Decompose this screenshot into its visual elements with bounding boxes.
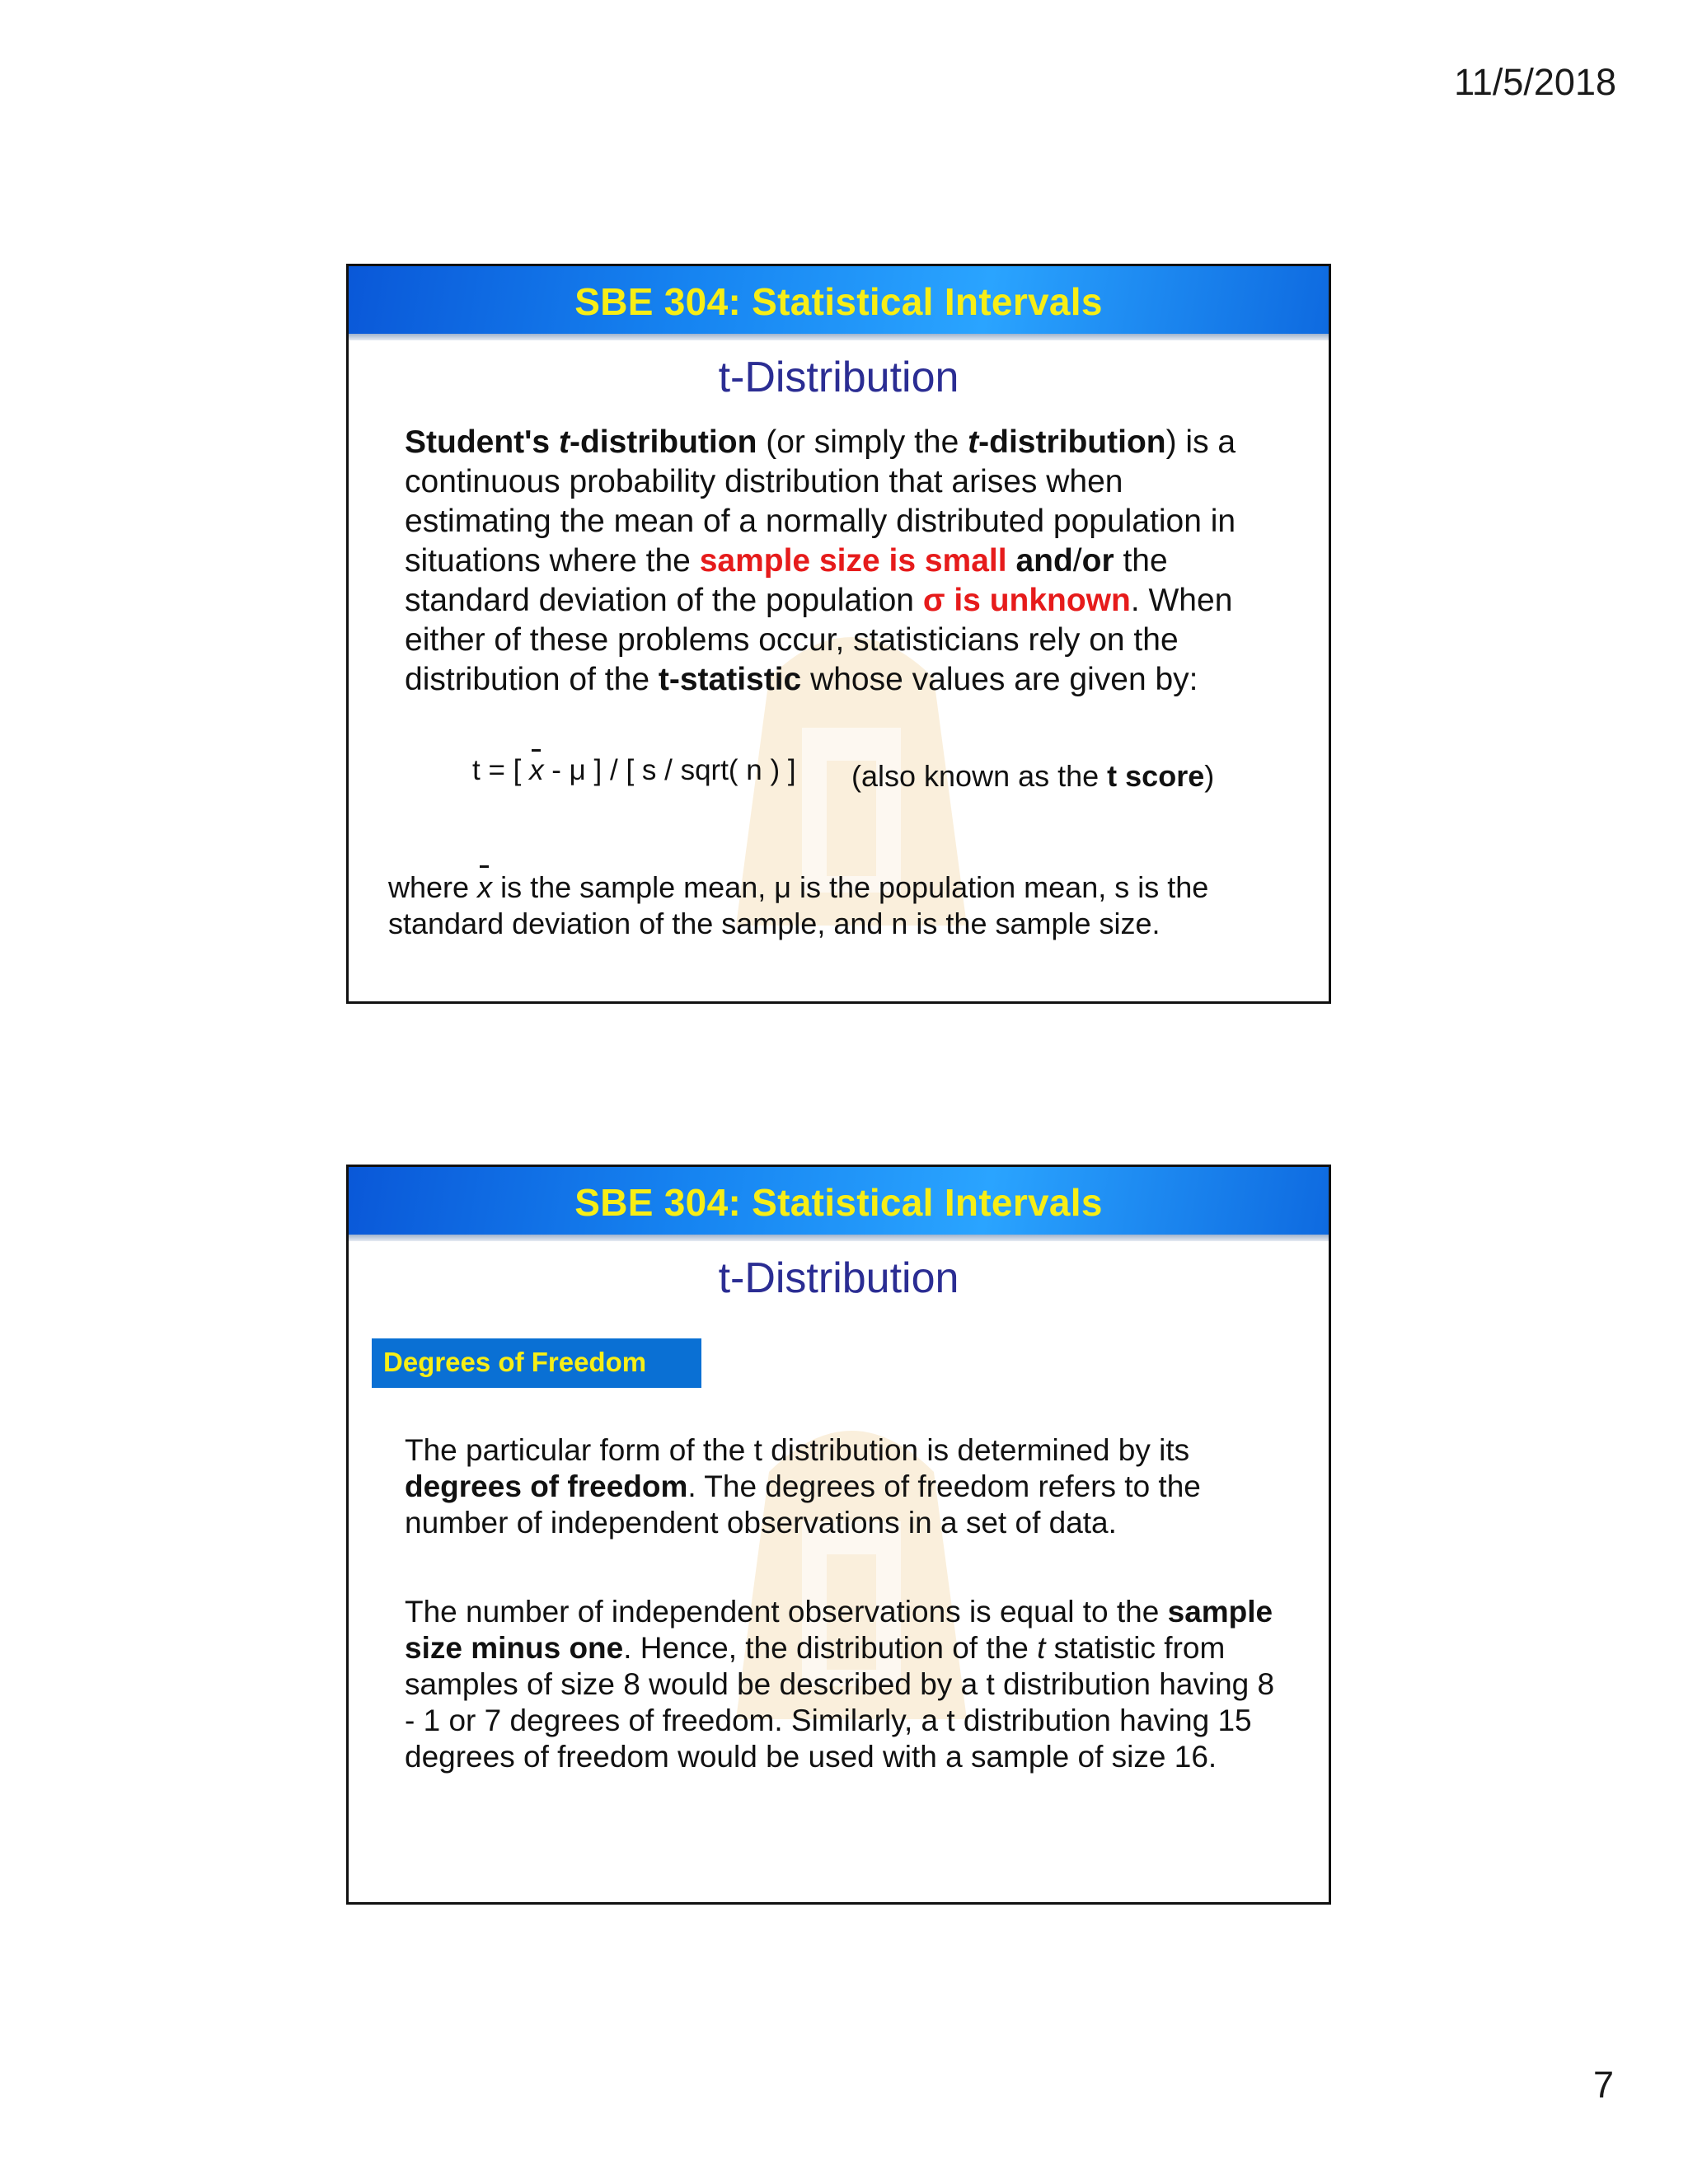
degrees-of-freedom-label-box [372,1338,701,1388]
page-number: 7 [1592,2064,1614,2106]
formula-note: (also known as the t score) [851,759,1215,793]
degrees-of-freedom-label: Degrees of Freedom [383,1347,647,1377]
highlight-sigma-unknown: σ is unknown [922,583,1131,618]
dof-paragraph-2: The number of independent observations is equal to the sample size minus one. Hence, the distribution of the t statistic from samples of size 8 would be described by a t distribution having 8 - 1 or 7 degrees of freedom. Similarly, a t distribution having 15 degrees of freedom would be used with a sample of size 16. [405,1595,1275,1774]
header-title: SBE 304: Statistical Intervals [574,1181,1103,1224]
slide-header [349,266,1329,334]
where-paragraph: where x is the sample mean, μ is the population mean, s is the standard deviation of the sample, and n is the sample size. [388,870,1209,940]
definition-paragraph: Student's t-distribution (or simply the t-distribution) is a continuous probability distribution that arises when estimating the mean of a normally distributed population in situations where the sample size is small and/or the standard deviation of the population σ is unknown. When either of these problems occur, statisticians rely on the distribution of the t-statistic whose values are given by: [405,424,1236,697]
x-bar-symbol: x [529,754,544,786]
slide-subtitle: t-Distribution [718,1254,959,1302]
slide-2 [346,1165,1331,1905]
slide-header [349,1167,1329,1235]
t-formula: t = [ x - μ ] / [ s / sqrt( n ) ] [472,754,796,786]
dof-paragraph-1: The particular form of the t distribution is determined by its degrees of freedom. The degrees of freedom refers to the number of independent observations in a set of data. [405,1433,1201,1540]
header-title: SBE 304: Statistical Intervals [574,280,1103,323]
x-bar-symbol: x [477,870,493,904]
page-date: 11/5/2018 [1454,61,1616,103]
highlight-small-sample: sample size is small [699,543,1007,579]
slide-subtitle: t-Distribution [718,354,959,401]
slide-1 [346,264,1331,1004]
